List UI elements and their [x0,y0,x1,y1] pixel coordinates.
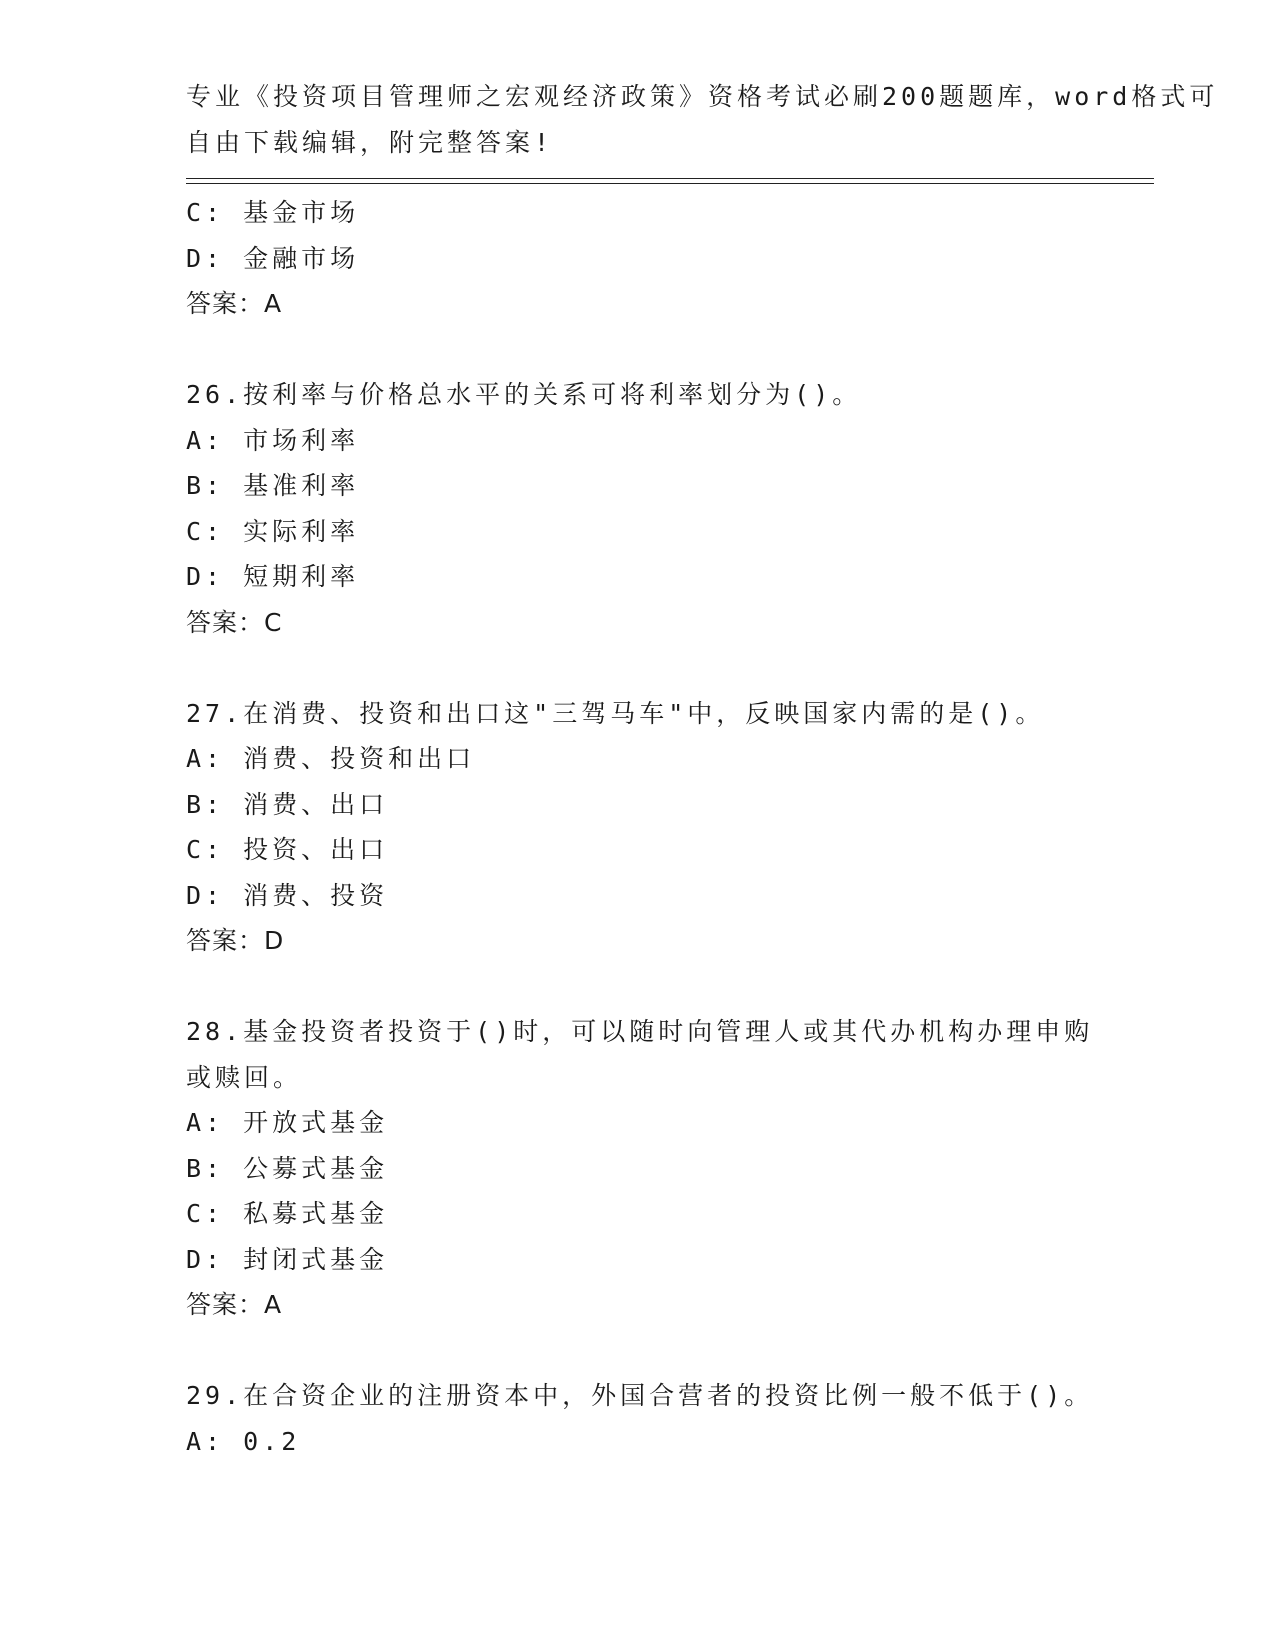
option-line: D: 消费、投资 [186,880,389,910]
option-line: B: 消费、出口 [186,789,389,819]
option-line: A: 开放式基金 [186,1108,389,1137]
question-stem: 27.在消费、投资和出口这"三驾马车"中，反映国家内需的是()。 [186,698,1045,728]
answer-line: 答案：A [186,289,283,318]
option-line: A: 消费、投资和出口 [186,744,476,773]
header-line-1: 专业《投资项目管理师之宏观经济政策》资格考试必刷200题题库，word格式可 [186,82,1219,111]
header-line-2: 自由下载编辑，附完整答案! [186,127,554,157]
option-line: D: 短期利率 [186,562,360,591]
option-line: C: 投资、出口 [186,835,389,864]
option-line: A: 市场利率 [186,425,360,455]
header-divider-top [186,178,1154,179]
question-stem-continued: 或赎回。 [186,1062,303,1092]
header-divider-bottom [186,183,1154,184]
document-header [186,74,1219,165]
option-line: D: 封闭式基金 [186,1244,389,1274]
question-stem: 28.基金投资者投资于()时，可以随时向管理人或其代办机构办理申购 [186,1017,1094,1046]
option-line: B: 公募式基金 [186,1153,389,1183]
spacer [186,327,1154,373]
answer-line: 答案：C [186,607,283,637]
question-stem: 26.按利率与价格总水平的关系可将利率划分为()。 [186,380,862,409]
question-list [186,190,1154,1464]
option-line: C: 私募式基金 [186,1199,389,1228]
option-line: B: 基准利率 [186,471,360,500]
option-line: C: 实际利率 [186,516,360,546]
question-stem: 29.在合资企业的注册资本中，外国合营者的投资比例一般不低于()。 [186,1381,1094,1410]
spacer [186,1328,1154,1374]
answer-line: 答案：D [186,926,285,955]
spacer [186,964,1154,1010]
spacer [186,645,1154,691]
option-line: A: 0.2 [186,1426,301,1456]
option-line: D: 金融市场 [186,243,360,273]
option-line: C: 基金市场 [186,198,360,227]
answer-line: 答案：A [186,1290,283,1319]
